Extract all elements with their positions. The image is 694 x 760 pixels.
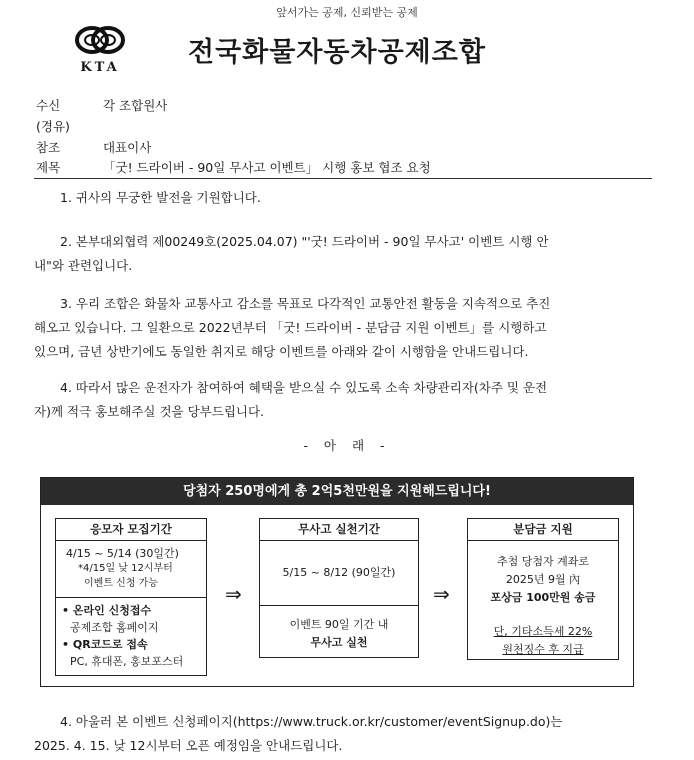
arrow-right-icon: ⇒ xyxy=(433,582,450,606)
qr-method-detail: PC, 휴대폰, 홍보포스터 xyxy=(70,655,184,668)
support-line-1: 추첨 당첨자 계좌로 xyxy=(496,555,589,568)
arrow-right-icon: ⇒ xyxy=(225,582,242,606)
card-safe-driving-dates xyxy=(260,541,418,606)
event-banner: 당첨자 250명에게 총 2억5천만원을 지원해드립니다! xyxy=(41,478,633,505)
paragraph-5-line-2: 2025. 4. 15. 낮 12시부터 오픈 예정임을 안내드립니다. xyxy=(34,738,343,753)
reference-label: 참조 xyxy=(36,140,61,155)
subject-label: 제목 xyxy=(36,160,61,175)
support-line-2: 2025년 9월 內 xyxy=(505,573,581,586)
application-note-1: *4/15일 낮 12시부터 xyxy=(78,563,173,574)
reference-value: 대표이사 xyxy=(103,140,152,155)
paragraph-4-line-2: 자)께 적극 홍보해주실 것을 당부드립니다. xyxy=(34,404,265,419)
paragraph-5 xyxy=(34,710,664,758)
via-row xyxy=(36,117,103,135)
support-note-2: 원천징수 후 지급 xyxy=(502,643,584,656)
paragraph-3 xyxy=(34,292,658,364)
paragraph-2 xyxy=(34,230,658,278)
paragraph-4-line-1: 4. 따라서 많은 운전자가 참여하여 혜택을 받으실 수 있도록 소속 차량관리자(차주 및 운전 xyxy=(60,380,548,395)
card-support-body xyxy=(468,541,618,607)
recipient-label: 수신 xyxy=(36,98,61,113)
recipient-value: 각 조합원사 xyxy=(103,98,168,113)
safe-driving-desc-2: 무사고 실천 xyxy=(310,636,368,649)
via-label: (경유) xyxy=(36,119,70,134)
logo-text: KTA xyxy=(80,60,120,75)
safe-driving-desc-1: 이벤트 90일 기간 내 xyxy=(289,618,389,631)
application-note-2: 이벤트 신청 가능 xyxy=(84,578,158,589)
reference-row xyxy=(36,138,151,156)
paragraph-2-line-1: 2. 본부대외협력 제00249호(2025.04.07) "'굿! 드라이버 - 90일 무사고' 이벤트 시행 안 xyxy=(60,234,549,249)
card-application-dates xyxy=(56,541,206,598)
card-contribution-support xyxy=(467,518,619,660)
online-method-detail: 공제조합 홈페이지 xyxy=(70,621,159,634)
card-safe-driving-desc xyxy=(260,606,418,652)
paragraph-4 xyxy=(34,376,658,424)
slogan: 앞서가는 공제, 신뢰받는 공제 xyxy=(276,6,418,19)
card-safe-driving-title: 무사고 실천기간 xyxy=(260,519,418,541)
card-support-title: 분담금 지원 xyxy=(468,519,618,541)
support-note-1: 단, 기타소득세 22% xyxy=(493,625,593,638)
subject-row xyxy=(36,158,431,176)
safe-driving-date: 5/15 ~ 8/12 (90일간) xyxy=(282,566,396,579)
recipient-row xyxy=(36,96,167,114)
paragraph-1-text: 1. 귀사의 무궁한 발전을 기원합니다. xyxy=(60,190,261,205)
paragraph-3-line-2: 해오고 있습니다. 그 일환으로 2022년부터 「굿! 드라이버 - 분담금 지원 이벤트」를 시행하고 xyxy=(34,320,547,335)
card-application-title: 응모자 모집기간 xyxy=(56,519,206,541)
online-method: • 온라인 신청접수 xyxy=(62,604,152,617)
paragraph-2-line-2: 내"와 관련입니다. xyxy=(34,258,133,273)
qr-method: • QR코드로 접속 xyxy=(62,638,148,651)
card-application-methods xyxy=(56,598,206,670)
notice-heading: - 아 래 - xyxy=(303,438,391,453)
paragraph-3-line-1: 3. 우리 조합은 화물차 교통사고 감소를 목표로 다각적인 교통안전 활동을 지속적으로 추진 xyxy=(60,296,551,311)
card-safe-driving-period xyxy=(259,518,419,658)
header-divider xyxy=(34,178,652,179)
paragraph-3-line-3: 있으며, 금년 상반기에도 동일한 취지로 해당 이벤트를 아래와 같이 시행함을 안내드립니다. xyxy=(34,344,529,359)
support-line-3: 포상금 100만원 송금 xyxy=(490,591,596,604)
event-infographic xyxy=(40,477,634,687)
paragraph-1 xyxy=(34,186,658,210)
card-application-period xyxy=(55,518,207,676)
paragraph-5-line-1: 4. 아울러 본 이벤트 신청페이지(https://www.truck.or.kr/customer/eventSignup.do)는 xyxy=(60,714,563,729)
card-support-note xyxy=(468,607,618,659)
organization-name: 전국화물자동차공제조합 xyxy=(188,37,486,68)
application-date: 4/15 ~ 5/14 (30일간) xyxy=(66,547,179,560)
subject-value: 「굿! 드라이버 - 90일 무사고 이벤트」 시행 홍보 협조 요청 xyxy=(103,160,431,175)
